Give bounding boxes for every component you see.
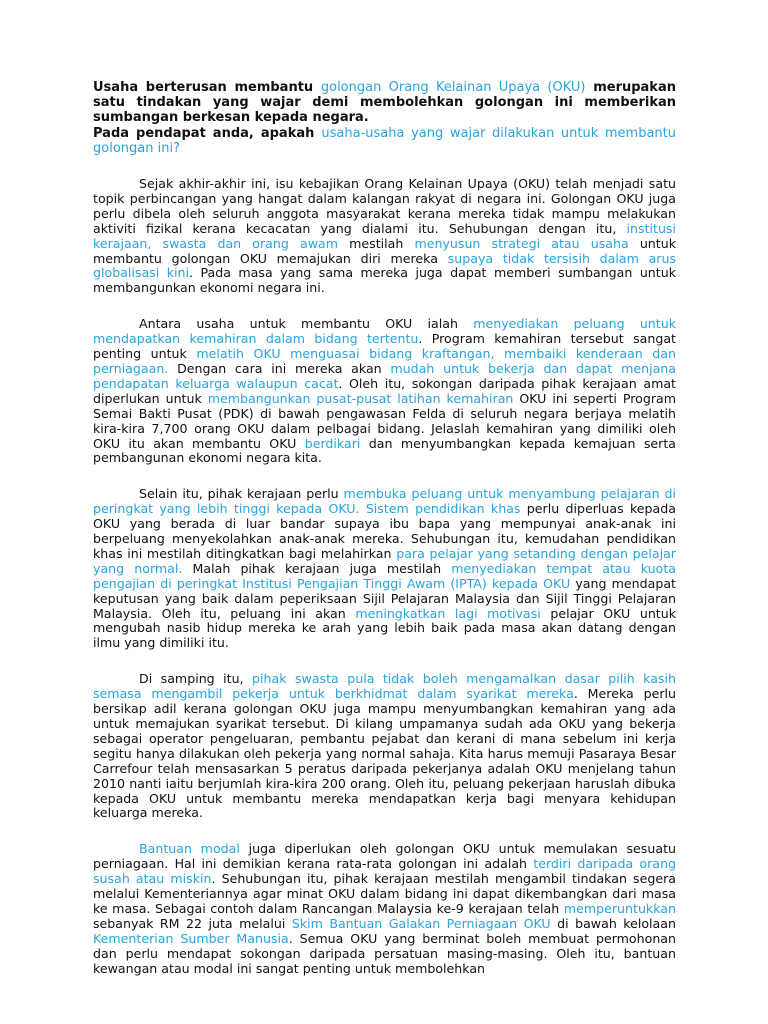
question-text: Usaha berterusan membantu: [93, 80, 321, 95]
question-line-1: [93, 80, 676, 126]
text-run: . Sehubungan itu, pihak kerajaan mestilah mengambil tindakan segera melalui Kementeriannya agar minat OKU dalam bidang ini dapat dikembangkan dari masa ke masa. Sebagai contoh dalam Rancangan Malaysia ke-9 kerajaan telah: [93, 871, 676, 916]
highlight-run: Skim Bantuan Galakan Perniagaan OKU: [291, 915, 551, 931]
question-text: Pada pendapat anda, apakah: [93, 125, 322, 141]
paragraph-education: [93, 487, 676, 651]
highlight-run: membuka peluang untuk menyambung pelajaran di peringkat yang lebih tinggi kepada OKU.: [93, 486, 677, 517]
text-run: . Semua OKU yang berminat boleh membuat permohonan dan perlu mendapat sokongan daripada persatuan masing-masing. Oleh itu, bantuan kewangan atau modal ini sangat penting untuk membolehkan: [93, 930, 676, 976]
highlight-run: berdikari: [304, 435, 361, 451]
paragraph-intro: [93, 177, 676, 296]
paragraph-private-sector: [93, 672, 676, 821]
highlight-run: memperuntukkan: [563, 900, 676, 916]
text-run: Malah pihak kerajaan juga mestilah: [182, 560, 452, 576]
essay-question: [93, 80, 676, 156]
paragraph-capital: [93, 842, 676, 976]
highlight-run: supaya tidak tersisih dalam arus globalisasi kini: [93, 250, 677, 281]
text-run: di bawah kelolaan: [550, 915, 676, 931]
text-run: OKU ini seperti Program Semai Bakti Pusat (PDK) di bawah pengawasan Felda di seluruh negara berjaya melatih kira-kira 7,700 orang OKU dalam pelbagai bidang. Jelaslah kemahiran yang dimiliki oleh OKU itu akan membantu OKU: [93, 390, 676, 451]
highlight-run: pihak swasta pula tidak boleh mengamalkan dasar pilih kasih semasa mengambil pekerja untuk berkhidmat dalam syarikat mereka: [93, 671, 676, 702]
question-highlight: usaha-usaha yang wajar dilakukan untuk membantu golongan ini?: [93, 125, 677, 156]
text-run: untuk membantu golongan OKU memajukan diri mereka: [93, 235, 676, 266]
highlight-run: Bantuan modal: [139, 841, 240, 857]
text-run: Selain itu, pihak kerajaan perlu: [139, 486, 344, 502]
highlight-run: menyediakan peluang untuk mendapatkan kemahiran dalam bidang tertentu: [93, 316, 676, 347]
question-text: merupakan satu tindakan yang wajar demi membolehkan golongan ini memberikan sumbangan berkesan kepada negara.: [93, 80, 676, 126]
highlight-run: para pelajar yang setanding dengan pelajar yang normal.: [93, 545, 676, 576]
text-run: pelajar OKU untuk mengubah nasib hidup mereka ke arah yang lebih baik pada masa akan datang dengan ilmu yang dimiliki itu.: [93, 605, 677, 651]
text-run: . Oleh itu, sokongan daripada pihak kerajaan amat diperlukan untuk: [93, 375, 676, 406]
text-run: mestilah: [337, 235, 415, 251]
text-run: . Mereka perlu bersikap adil kerana golongan OKU juga mampu menyumbangkan kemahiran yang ada untuk memajukan syarikat tersebut. Di kilang umpamanya sudah ada OKU yang bekerja sebagai operator pengeluaran, pembantu pejabat dan kerani di mana sebelum ini kerja segitu hanya dilakukan oleh pekerja yang normal sahaja. Kita harus memuji Pasaraya Besar Carrefour telah mensasarkan 5 peratus daripada pekerjanya adalah OKU menjelang tahun 2010 nanti iaitu berjumlah kira-kira 200 orang. Oleh itu, peluang pekerjaan haruslah dibuka kepada OKU untuk membantu mereka mendapatkan kerja bagi menyara kehidupan keluarga mereka.: [93, 686, 676, 821]
question-highlight: golongan Orang Kelainan Upaya (OKU): [320, 80, 586, 95]
highlight-run: mudah untuk bekerja dan dapat menjana pendapatan keluarga walaupun cacat: [93, 360, 676, 391]
text-run: . Pada masa yang sama mereka juga dapat memberi sumbangan untuk membangunkan ekonomi negara ini.: [93, 265, 676, 296]
text-run: Sejak akhir-akhir ini, isu kebajikan Orang Kelainan Upaya (OKU) telah menjadi satu topik perbincangan yang hangat dalam kalangan rakyat di negara ini. Golongan OKU juga perlu dibela oleh seluruh anggota masyarakat kerana mereka tidak mampu melakukan aktiviti fizikal kerana kecacatan yang dialami itu. Sehubungan dengan itu,: [93, 176, 676, 236]
text-run: perlu diperluas kepada OKU yang berada di luar bandar supaya ibu bapa yang mempunyai anak-anak ini berpeluang menyekolahkan anak-anak mereka. Sehubungan itu, kemudahan pendidikan khas ini mestilah ditingkatkan bagi melahirkan: [93, 501, 676, 561]
text-run: juga diperlukan oleh golongan OKU untuk memulakan sesuatu perniagaan. Hal ini demikian kerana rata-rata golongan ini adalah: [93, 841, 676, 872]
text-run: Di samping itu,: [139, 671, 253, 687]
text-run: Antara usaha untuk membantu OKU ialah: [139, 316, 474, 332]
question-line-2: [93, 126, 676, 156]
text-run: dan menyumbangkan kepada kemajuan serta pembangunan ekonomi negara kita.: [93, 435, 676, 466]
highlight-run: Kementerian Sumber Manusia: [93, 930, 289, 946]
text-run: yang mendapat keputusan yang baik dalam peperiksaan Sijil Pelajaran Malaysia dan Sijil Tinggi Pelajaran Malaysia. Oleh itu, peluang ini akan: [93, 575, 676, 621]
highlight-run: terdiri daripada orang susah atau miskin: [93, 856, 676, 887]
highlight-run: menyusun strategi atau usaha: [414, 235, 629, 251]
text-run: . Program kemahiran tersebut sangat penting untuk: [93, 331, 676, 362]
highlight-run: institusi kerajaan, swasta dan orang awam: [93, 220, 676, 251]
highlight-run: Sistem pendidikan khas: [365, 501, 521, 517]
highlight-run: melatih OKU menguasai bidang kraftangan, membaiki kenderaan dan perniagaan.: [93, 346, 676, 376]
highlight-run: meningkatkan lagi motivasi: [355, 605, 541, 621]
text-run: sebanyak RM 22 juta melalui: [93, 915, 292, 931]
text-run: Dengan cara ini mereka akan: [168, 360, 391, 376]
highlight-run: membangunkan pusat-pusat latihan kemahiran: [207, 390, 514, 406]
paragraph-skills: [93, 317, 676, 466]
highlight-run: menyediakan tempat atau kuota pengajian di peringkat Institusi Pengajian Tinggi Awam (IPTA) kepada OKU: [93, 560, 676, 591]
